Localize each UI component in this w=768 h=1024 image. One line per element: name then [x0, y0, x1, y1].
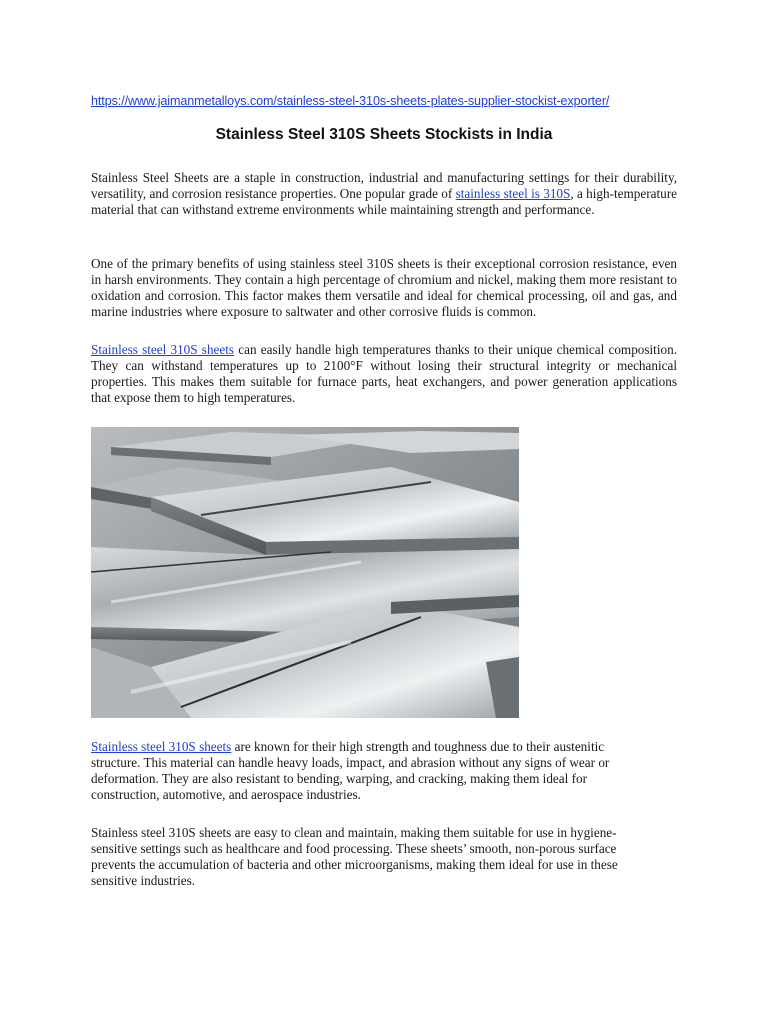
paragraph-corrosion: One of the primary benefits of using stainless steel 310S sheets is their exceptional corrosion resistance, even in harsh environments. They contain a high percentage of chromium and nickel, making them more resistant to oxidation and corrosion. This factor makes them versatile and ideal for chemical processing, oil and gas, and marine industries where exposure to saltwater and other corrosive fluids is common. — [91, 256, 677, 319]
paragraph-text: can easily handle high temperatures thanks to their unique chemical composition. They can withstand temperatures up to 2100°F without losing their structural integrity or mechanical properties. This makes them suitable for furnace parts, heat exchangers, and power generation applications that expose them to high temperatures. — [91, 342, 677, 405]
source-url-link[interactable]: https://www.jaimanmetalloys.com/stainless-steel-310s-sheets-plates-supplier-stockist-exporter/ — [91, 94, 610, 108]
steel-sheets-photo — [91, 427, 519, 718]
stainless-steel-310s-sheets-link[interactable]: Stainless steel 310S sheets — [91, 739, 232, 754]
paragraph-intro — [91, 170, 677, 218]
stainless-steel-310s-link[interactable]: stainless steel is 310S — [455, 186, 571, 201]
paragraph-text: are known for their high strength and toughness due to their austenitic structure. This material can handle heavy loads, impact, and abrasion without any signs of wear or deformation. They are also resistant to bending, warping, and cracking, making them ideal for construction, automotive, and aerospace industries. — [91, 739, 610, 802]
paragraph-temperature — [91, 342, 677, 406]
paragraph-text: Stainless Steel Sheets are a staple in construction, industrial and manufacturing settings for their durability, versatility, and corrosion resistance properties. One popular grade of — [91, 170, 677, 201]
stainless-steel-310s-sheets-link[interactable]: Stainless steel 310S sheets — [91, 342, 235, 357]
paragraph-strength — [91, 739, 651, 803]
page-title: Stainless Steel 310S Sheets Stockists in India — [215, 126, 553, 143]
paragraph-hygiene: Stainless steel 310S sheets are easy to clean and maintain, making them suitable for use in hygiene-sensitive settings such as healthcare and food processing. These sheets’ smooth, non-porous surface prevents the accumulation of bacteria and other microorganisms, making them ideal for use in these sensitive industries. — [91, 825, 618, 888]
paragraph-text: , a high-temperature material that can withstand extreme environments while maintaining strength and performance. — [91, 186, 677, 217]
